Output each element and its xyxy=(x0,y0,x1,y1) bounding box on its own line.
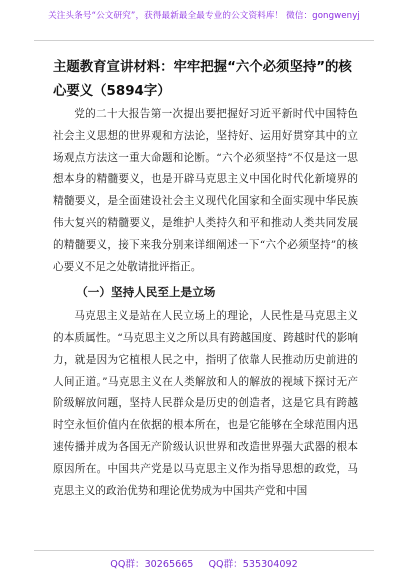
header-divider xyxy=(34,40,374,41)
footer-divider xyxy=(34,550,374,551)
section-heading: （一）坚持人民至上是立场 xyxy=(76,285,216,300)
footer xyxy=(0,556,408,570)
document-body xyxy=(53,104,358,502)
body-paragraph: 党的二十大报告第一次提出要把握好习近平新时代中国特色社会主义思想的世界观和方法论，坚持好、运用好贯穿其中的立场观点方法这一重大命题和论断。“六个必须坚持”不仅是这一思想本身的精髓要义，也是开辟马克思主义中国化时代化新境界的精髓要义，是全面建设社会主义现代化国家和全面实现中华民族伟大复兴的精髓要义，是维护人类持久和平和推动人类共同发展的精髓要义，接下来我分别来详细阐述一下“六个必须坚持”的核心要义不足之处敬请批评指正。 xyxy=(53,108,358,273)
body-paragraph: 马克思主义是站在人民立场上的理论，人民性是马克思主义的本质属性。“马克思主义之所以具有跨越国度、跨越时代的影响力，就是因为它植根人民之中，指明了依靠人民推动历史前进的人间正道。”马克思主义在人类解放和人的解放的视域下探讨无产阶级解放问题，坚持人民群众是历史的创造者，这是它具有跨越时空永恒价值内在依据的根本所在，也是它能够在全球范围内迅速传播并成为各国无产阶级认识世界和改造世界强大武器的根本原因所在。中国共产党是以马克思主义作为指导思想的政党，马克思主义的政治优势和理论优势成为中国共产党和中国 xyxy=(53,310,358,497)
header-banner xyxy=(0,0,408,34)
banner-text: 关注头条号“公文研究”，获得最新最全最专业的公文资料库！ 微信：gongwenyj xyxy=(48,11,360,21)
footer-qq-group-2: QQ群：535304092 xyxy=(208,559,298,570)
document-title: 主题教育宣讲材料：牢牢把握“六个必须坚持”的核心要义（5894字） xyxy=(53,60,352,99)
footer-qq-group-1: QQ群：30265665 xyxy=(110,559,194,570)
